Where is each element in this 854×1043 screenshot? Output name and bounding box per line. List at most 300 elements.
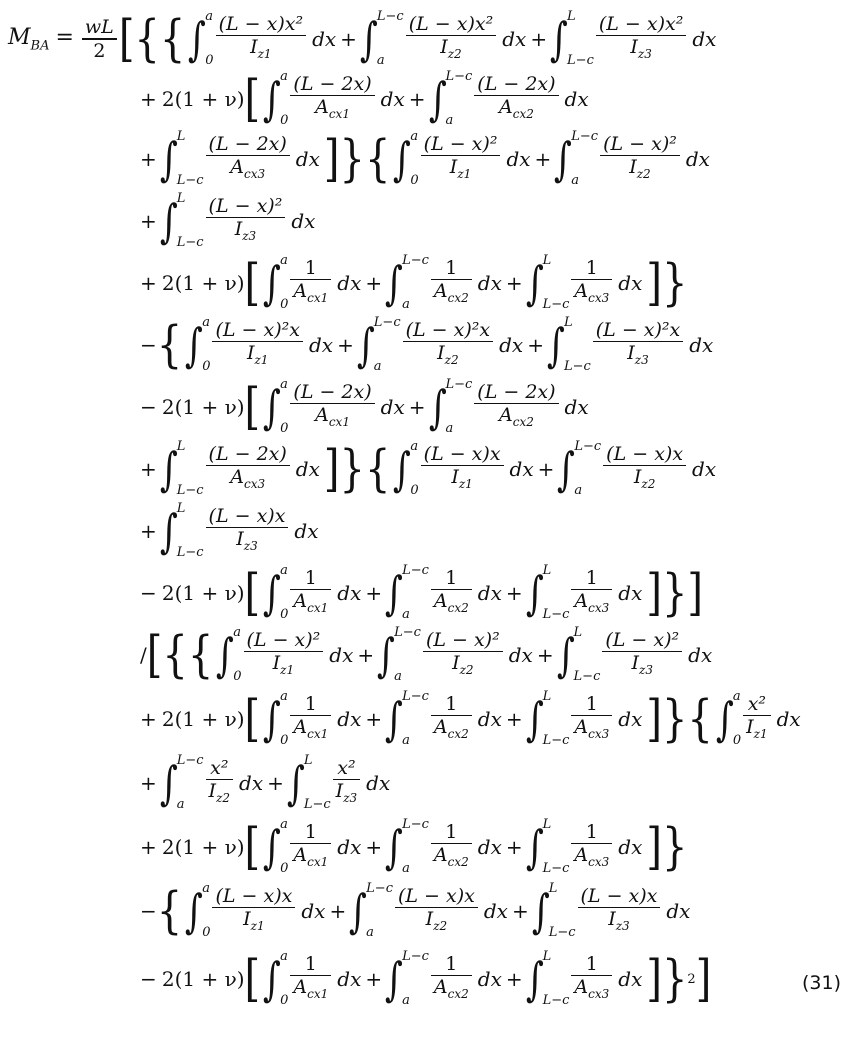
lower-limit: L−c <box>567 53 594 68</box>
coef-denominator: 2 <box>93 39 106 62</box>
denominator: A <box>574 716 589 739</box>
integral: ∫ a 0 <box>216 625 242 684</box>
numerator: (L − x)x <box>208 504 286 527</box>
upper-limit: a <box>280 69 288 84</box>
denominator: I <box>208 780 217 803</box>
integrand-fraction <box>290 567 331 619</box>
denominator-sub: cx1 <box>328 107 350 122</box>
upper-limit: L−c <box>402 689 429 704</box>
bracket-close: ] <box>646 818 662 876</box>
lower-limit: L−c <box>563 359 591 374</box>
denominator-sub: z2 <box>459 663 474 678</box>
denominator-sub: z1 <box>254 353 269 368</box>
plus-operator: + <box>140 707 157 731</box>
integral: ∫ a 0 <box>185 881 211 940</box>
equation-line-14 <box>140 818 687 876</box>
denominator-sub: z1 <box>457 167 472 182</box>
integral: ∫ L L−c <box>159 439 204 498</box>
integrand-fraction <box>403 319 494 371</box>
upper-limit: L <box>176 129 186 144</box>
numerator: (L − x)x <box>606 442 684 465</box>
denominator-sub: z1 <box>257 47 272 62</box>
lower-limit: a <box>402 861 410 876</box>
upper-limit: a <box>280 689 288 704</box>
poisson-factor: 2(1 + ν) <box>161 967 245 991</box>
lower-limit: 0 <box>280 861 289 876</box>
integrand-fraction <box>290 381 374 433</box>
integrand-fraction <box>421 443 504 495</box>
denominator: I <box>437 342 445 365</box>
numerator: (L − x)x <box>215 884 293 907</box>
bracket-open: [ <box>244 950 261 1008</box>
integrand-fraction <box>290 257 331 309</box>
lower-limit: 0 <box>202 359 211 374</box>
integrand-fraction <box>395 885 478 937</box>
differential: dx <box>239 771 264 795</box>
integral: ∫ L−c a <box>377 625 421 684</box>
differential: dx <box>508 643 533 667</box>
upper-limit: L−c <box>373 315 401 330</box>
denominator: A <box>315 404 329 427</box>
equation-line-13 <box>140 754 394 812</box>
upper-limit: L−c <box>366 881 393 896</box>
integral: ∫ L L−c <box>159 129 204 188</box>
equation-line-5 <box>140 254 687 312</box>
numerator: (L − x)² <box>425 628 500 651</box>
equation-line-16 <box>140 950 711 1008</box>
denominator-sub: cx2 <box>512 107 534 122</box>
lower-limit: a <box>445 421 454 436</box>
denominator-sub: cx3 <box>243 167 266 182</box>
integrand-fraction <box>593 319 684 371</box>
bracket-open: [ <box>244 564 261 622</box>
numerator: (L − 2x) <box>208 132 287 155</box>
lower-limit: 0 <box>280 733 289 748</box>
denominator: I <box>250 36 258 59</box>
moment-subscript: BA <box>30 38 50 54</box>
denominator: A <box>230 466 244 489</box>
upper-limit: L <box>542 949 552 964</box>
integrand-fraction <box>290 821 331 873</box>
numerator: (L − x)² <box>605 628 680 651</box>
denominator: I <box>449 156 458 179</box>
integrand-fraction <box>578 885 661 937</box>
bracket-open: [ <box>244 70 261 128</box>
plus-operator: + <box>505 707 523 731</box>
lower-limit: a <box>445 113 454 128</box>
plus-operator: + <box>340 27 357 51</box>
denominator-sub: cx1 <box>328 415 350 430</box>
integral: ∫ L L−c <box>525 817 570 876</box>
plus-operator: + <box>530 27 548 51</box>
integral: ∫ L−c a <box>385 563 429 622</box>
lower-limit: L−c <box>573 669 601 684</box>
plus-operator: + <box>140 457 157 481</box>
integral: ∫ L L−c <box>531 881 576 940</box>
equation-line-2 <box>140 70 593 128</box>
differential: dx <box>337 967 362 991</box>
upper-limit: L−c <box>445 377 473 392</box>
lower-limit: a <box>402 993 410 1008</box>
denominator-sub: z3 <box>242 229 257 244</box>
integrand-fraction <box>421 133 501 185</box>
plus-operator: + <box>140 271 157 295</box>
numerator: (L − 2x) <box>208 442 287 465</box>
lower-limit: a <box>402 297 410 312</box>
poisson-factor: 2(1 + ν) <box>161 395 245 419</box>
denominator-sub: cx1 <box>307 987 329 1002</box>
numerator: (L − x)x² <box>408 12 494 35</box>
differential: dx <box>380 87 405 111</box>
denominator-sub: cx3 <box>588 291 610 306</box>
integral: ∫ L−c a <box>385 253 429 312</box>
integrand-fraction <box>571 693 612 745</box>
differential: dx <box>483 899 508 923</box>
integrand-fraction <box>206 195 286 247</box>
numerator: (L − x)²x <box>215 318 300 341</box>
poisson-factor: 2(1 + ν) <box>161 581 245 605</box>
plus-operator: + <box>140 771 157 795</box>
equation-line-4 <box>140 192 319 250</box>
integral: ∫ a 0 <box>715 689 742 748</box>
plus-operator: + <box>536 643 554 667</box>
integral: ∫ L−c a <box>557 439 602 498</box>
integrand-fraction <box>212 319 303 371</box>
upper-limit: a <box>280 817 288 832</box>
lower-limit: a <box>402 733 410 748</box>
differential: dx <box>499 333 524 357</box>
equation-line-8 <box>140 440 720 498</box>
denominator: I <box>629 156 637 179</box>
lower-limit: a <box>366 925 374 940</box>
integral: ∫ L L−c <box>525 563 570 622</box>
integrand-fraction <box>206 757 233 809</box>
differential: dx <box>685 147 710 171</box>
integral: ∫ L L−c <box>525 949 570 1008</box>
denominator-sub: z1 <box>753 727 768 742</box>
equation-line-12 <box>140 690 805 748</box>
integrand-fraction <box>206 133 290 185</box>
integrand-fraction <box>603 443 686 495</box>
plus-operator: + <box>267 771 284 795</box>
lower-limit: a <box>176 797 185 812</box>
plus-operator: + <box>337 333 354 357</box>
upper-limit: L <box>563 315 573 330</box>
plus-operator: + <box>140 519 157 543</box>
numerator: 1 <box>445 952 458 975</box>
lower-limit: a <box>373 359 382 374</box>
numerator: (L − x)² <box>603 132 677 155</box>
lower-limit: 0 <box>233 669 242 684</box>
integrand-fraction <box>290 693 331 745</box>
differential: dx <box>564 395 589 419</box>
plus-operator: + <box>365 707 383 731</box>
upper-limit: a <box>410 129 419 144</box>
lower-limit: 0 <box>732 733 742 748</box>
bracket-close: ] <box>646 564 662 622</box>
denominator-sub: cx1 <box>307 291 329 306</box>
brace-open: { <box>134 10 160 68</box>
denominator: I <box>630 36 638 59</box>
denominator: A <box>433 280 448 303</box>
upper-limit: L <box>303 753 313 768</box>
upper-limit: a <box>233 625 241 640</box>
denominator-sub: cx2 <box>512 415 534 430</box>
denominator-sub: cx2 <box>447 291 469 306</box>
integrand-fraction <box>290 953 331 1005</box>
bracket-close: ] <box>646 950 662 1008</box>
denominator-sub: cx1 <box>307 855 329 870</box>
denominator: A <box>574 976 589 999</box>
integral: ∫ L−c a <box>428 69 473 128</box>
bracket-close: ] <box>323 440 340 498</box>
denominator: A <box>293 590 308 613</box>
denominator-sub: cx3 <box>588 855 610 870</box>
denominator: A <box>433 844 448 867</box>
brace-open: { <box>187 626 214 684</box>
integrand-fraction <box>743 693 770 745</box>
upper-limit: a <box>280 253 288 268</box>
plus-operator: + <box>534 147 552 171</box>
numerator: 1 <box>585 952 598 975</box>
differential: dx <box>688 643 713 667</box>
differential: dx <box>502 27 527 51</box>
denominator-sub: cx2 <box>447 601 469 616</box>
brace-open: { <box>156 316 183 374</box>
integral: ∫ L−c a <box>428 377 473 436</box>
brace-close: } <box>661 818 688 876</box>
differential: dx <box>295 147 320 171</box>
equation-line-10 <box>140 564 703 622</box>
equation-line-3 <box>140 130 714 188</box>
differential: dx <box>776 707 801 731</box>
integrand-fraction <box>431 953 472 1005</box>
denominator-sub: cx3 <box>588 727 610 742</box>
bracket-close: ] <box>646 690 662 748</box>
denominator: A <box>293 976 308 999</box>
denominator-sub: z1 <box>250 919 265 934</box>
lower-limit: a <box>376 53 385 68</box>
integrand-fraction <box>431 567 472 619</box>
denominator-sub: z1 <box>280 663 295 678</box>
numerator: (L − x)² <box>246 628 321 651</box>
differential: dx <box>618 835 643 859</box>
lower-limit: L−c <box>542 733 570 748</box>
denominator-sub: z3 <box>637 47 652 62</box>
denominator: I <box>335 780 344 803</box>
integral: ∫ L−c a <box>554 129 599 188</box>
integrand-fraction <box>423 629 503 681</box>
differential: dx <box>308 333 334 357</box>
lower-limit: 0 <box>205 53 214 68</box>
brace-open: { <box>159 10 186 68</box>
differential: dx <box>295 457 320 481</box>
differential: dx <box>618 707 643 731</box>
integrand-fraction <box>206 505 289 557</box>
denominator-sub: z2 <box>444 353 459 368</box>
integrand-fraction <box>244 629 324 681</box>
numerator: 1 <box>304 256 317 279</box>
lower-limit: 0 <box>410 483 419 498</box>
brace-close: } <box>339 440 365 498</box>
numerator: (L − x)²x <box>405 318 491 341</box>
minus-operator: − <box>140 967 157 991</box>
plus-operator: + <box>505 581 523 605</box>
denominator-sub: z1 <box>458 477 473 492</box>
numerator: 1 <box>445 566 458 589</box>
upper-limit: L <box>542 253 552 268</box>
lower-limit: L−c <box>548 925 576 940</box>
denominator: I <box>243 908 251 931</box>
plus-operator: + <box>140 147 157 171</box>
differential: dx <box>301 899 326 923</box>
lower-limit: 0 <box>280 113 289 128</box>
integrand-fraction <box>474 73 558 125</box>
brace-open: { <box>162 626 188 684</box>
differential: dx <box>337 835 362 859</box>
integrand-fraction <box>431 257 472 309</box>
numerator: 1 <box>304 820 317 843</box>
numerator: (L − x)² <box>208 194 283 217</box>
denominator: A <box>574 844 589 867</box>
numerator: (L − x)² <box>423 132 498 155</box>
plus-operator: + <box>365 271 383 295</box>
numerator: x² <box>210 756 229 779</box>
upper-limit: L <box>176 191 186 206</box>
integral: ∫ L−c a <box>359 9 404 68</box>
denominator: I <box>633 466 642 489</box>
numerator: x² <box>747 692 767 715</box>
plus-operator: + <box>365 581 383 605</box>
integrand-fraction <box>333 757 360 809</box>
integrand-fraction <box>596 13 687 65</box>
denominator-sub: cx3 <box>588 987 610 1002</box>
upper-limit: L <box>176 501 186 516</box>
lower-limit: a <box>394 669 402 684</box>
differential: dx <box>564 87 589 111</box>
plus-operator: + <box>505 835 523 859</box>
denominator: A <box>574 590 589 613</box>
differential: dx <box>477 707 502 731</box>
brace-close: } <box>661 564 688 622</box>
denominator-sub: z3 <box>634 353 649 368</box>
minus-operator: − <box>140 581 157 605</box>
differential: dx <box>477 271 502 295</box>
equation-number: (31) <box>802 972 842 994</box>
integrand-fraction <box>212 885 295 937</box>
upper-limit: L <box>542 817 552 832</box>
poisson-factor: 2(1 + ν) <box>161 707 245 731</box>
lower-limit: L−c <box>542 297 570 312</box>
numerator: (L − x)x <box>580 884 658 907</box>
integral: ∫ L−c a <box>385 689 429 748</box>
numerator: x² <box>337 756 356 779</box>
lower-limit: L−c <box>176 483 204 498</box>
bracket-close: ] <box>323 130 340 188</box>
numerator: 1 <box>445 820 458 843</box>
numerator: 1 <box>304 692 317 715</box>
upper-limit: L <box>573 625 583 640</box>
upper-limit: a <box>280 563 288 578</box>
numerator: (L − 2x) <box>477 380 556 403</box>
differential: dx <box>380 395 405 419</box>
plus-operator: + <box>505 271 523 295</box>
denominator-sub: z3 <box>243 539 258 554</box>
upper-limit: a <box>280 377 288 392</box>
bracket-close: ] <box>695 950 712 1008</box>
differential: dx <box>618 581 643 605</box>
upper-limit: a <box>280 949 288 964</box>
equation-line-1 <box>8 10 720 68</box>
differential: dx <box>477 835 502 859</box>
integral: ∫ a 0 <box>263 69 289 128</box>
upper-limit: L <box>176 439 186 454</box>
denominator: I <box>272 652 281 675</box>
lower-limit: 0 <box>280 993 289 1008</box>
denominator: A <box>315 96 329 119</box>
differential: dx <box>337 271 362 295</box>
integral: ∫ L−c a <box>159 753 204 812</box>
upper-limit: L−c <box>571 129 599 144</box>
integral: ∫ a 0 <box>393 439 419 498</box>
integral: ∫ L L−c <box>556 625 601 684</box>
bracket-open: [ <box>244 818 261 876</box>
integral: ∫ a 0 <box>185 315 211 374</box>
lower-limit: 0 <box>280 297 289 312</box>
bracket-open: [ <box>118 10 135 68</box>
minus-operator: − <box>140 899 157 923</box>
equation-line-15 <box>140 882 694 940</box>
plus-operator: + <box>537 457 555 481</box>
upper-limit: a <box>202 881 210 896</box>
differential: dx <box>666 899 691 923</box>
lower-limit: L−c <box>176 545 204 560</box>
numerator: (L − x)x² <box>218 12 304 35</box>
plus-operator: + <box>140 835 157 859</box>
numerator: 1 <box>585 256 598 279</box>
denominator-sub: z2 <box>636 167 651 182</box>
differential: dx <box>506 147 531 171</box>
denominator-sub: cx3 <box>243 477 266 492</box>
integral: ∫ L L−c <box>546 315 591 374</box>
denominator: I <box>627 342 635 365</box>
denominator-sub: cx2 <box>447 727 469 742</box>
lower-limit: 0 <box>410 173 419 188</box>
upper-limit: a <box>732 689 741 704</box>
upper-limit: L−c <box>574 439 602 454</box>
differential: dx <box>337 707 362 731</box>
lower-limit: L−c <box>542 861 570 876</box>
integrand-fraction <box>571 257 612 309</box>
brace-close: } <box>661 950 688 1008</box>
numerator: 1 <box>304 952 317 975</box>
numerator: (L − 2x) <box>293 72 372 95</box>
denominator-sub: z3 <box>639 663 653 678</box>
brace-close: } <box>339 130 365 188</box>
equals-sign: = <box>55 24 74 50</box>
plus-operator: + <box>408 87 426 111</box>
squared-exponent: 2 <box>687 971 696 987</box>
denominator: A <box>433 976 448 999</box>
numerator: 1 <box>585 820 598 843</box>
integral: ∫ L L−c <box>159 501 204 560</box>
brace-open: { <box>687 690 713 748</box>
plus-operator: + <box>511 899 529 923</box>
integral: ∫ a 0 <box>263 377 289 436</box>
differential: dx <box>312 27 337 51</box>
brace-open: { <box>364 440 391 498</box>
upper-limit: a <box>410 439 419 454</box>
